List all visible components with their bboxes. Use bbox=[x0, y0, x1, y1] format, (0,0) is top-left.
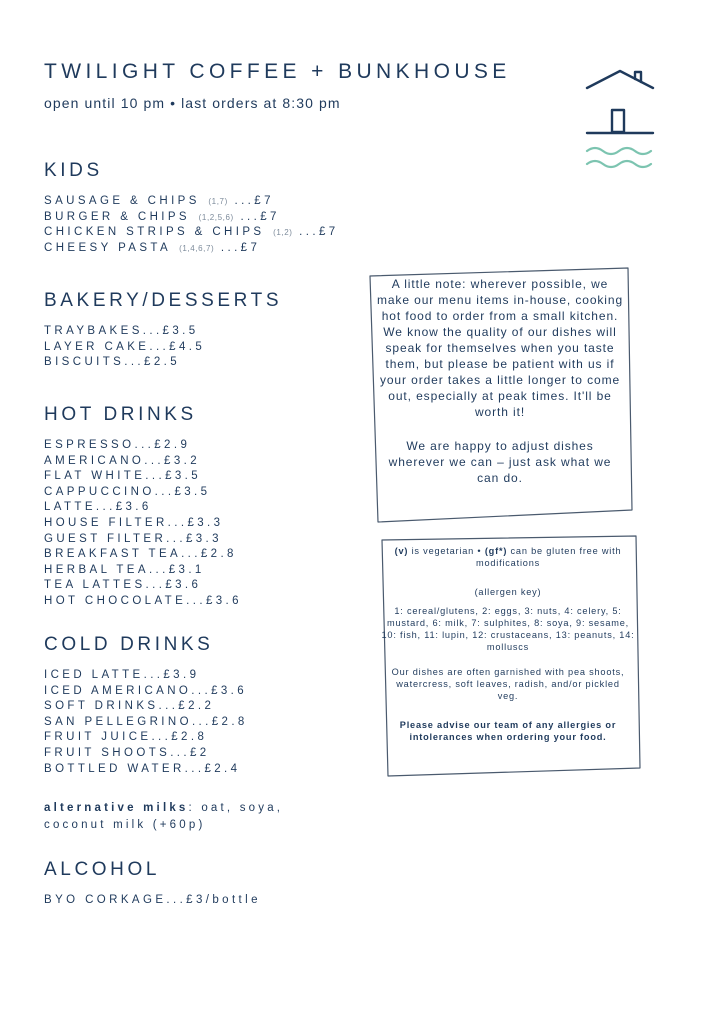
menu-item: BISCUITS...£2.5 bbox=[44, 356, 181, 369]
house-waves-icon bbox=[584, 66, 656, 172]
item-price: ...£7 bbox=[234, 195, 274, 207]
menu-item: HOT CHOCOLATE...£3.6 bbox=[44, 594, 242, 607]
diet-text: can be gluten free with modifications bbox=[475, 546, 622, 568]
menu-item bbox=[44, 210, 339, 226]
kids-heading: KIDS bbox=[44, 160, 103, 181]
hot-drinks-list bbox=[44, 438, 242, 610]
allergen-codes: (1,4,6,7) bbox=[179, 243, 215, 253]
opening-hours: open until 10 pm • last orders at 8:30 pm bbox=[44, 95, 341, 111]
menu-item: GUEST FILTER...£3.3 bbox=[44, 532, 222, 545]
alcohol-heading: ALCOHOL bbox=[44, 859, 161, 880]
note-paragraph: We are happy to adjust dishes wherever we can – just ask what we can do. bbox=[388, 439, 612, 485]
bakery-heading: BAKERY/DESSERTS bbox=[44, 290, 283, 311]
alternative-milks-note bbox=[44, 800, 344, 834]
allergen-codes: (1,7) bbox=[208, 197, 228, 206]
allergen-info-box bbox=[378, 536, 644, 780]
kids-list bbox=[44, 194, 339, 256]
menu-item: TRAYBAKES...£3.5 bbox=[44, 325, 199, 337]
menu-item: SAN PELLEGRINO...£2.8 bbox=[44, 715, 248, 728]
item-name: CHEESY PASTA bbox=[44, 241, 171, 254]
menu-item: BREAKFAST TEA...£2.8 bbox=[44, 548, 237, 561]
menu-item: BYO CORKAGE...£3/bottle bbox=[44, 894, 261, 906]
menu-item bbox=[44, 225, 339, 241]
garnish-note: Our dishes are often garnished with pea shoots, watercress, soft leaves, radish, and/or pickled veg. bbox=[391, 667, 625, 701]
item-name: BURGER & CHIPS bbox=[44, 210, 191, 223]
milks-text: : oat, soya, coconut milk (+60p) bbox=[44, 802, 284, 831]
note-paragraph: A little note: wherever possible, we make our menu items in-house, cooking hot food to order from a small kitchen. We know the quality of our dishes will speak for themselves when you taste them, but please be patient with us if your order takes a little longer to come out, especially at peak times. It'll be worth it! bbox=[376, 277, 624, 419]
menu-item: LATTE...£3.6 bbox=[44, 501, 152, 514]
veg-symbol: (v) bbox=[394, 546, 409, 556]
menu-item: TEA LATTES...£3.6 bbox=[44, 579, 202, 592]
gf-symbol: (gf*) bbox=[484, 546, 508, 556]
menu-item: ICED LATTE...£3.9 bbox=[44, 669, 200, 681]
menu-item bbox=[44, 241, 339, 257]
item-name: SAUSAGE & CHIPS bbox=[44, 195, 200, 207]
hot-drinks-heading: HOT DRINKS bbox=[44, 404, 197, 425]
kids-section bbox=[44, 160, 339, 256]
menu-item bbox=[44, 194, 339, 210]
page-title: TWILIGHT COFFEE + BUNKHOUSE bbox=[44, 60, 511, 83]
allergy-advice: Please advise our team of any allergies or intolerances when ordering your food. bbox=[399, 720, 617, 742]
item-name: CHICKEN STRIPS & CHIPS bbox=[44, 226, 265, 239]
allergen-key-list: 1: cereal/glutens, 2: eggs, 3: nuts, 4: celery, 5: mustard, 6: milk, 7: sulphites, 8: soya, 9: sesame, 10: fish, 11: lupin, 12: crustaceans, 13: peanuts, 14: molluscs bbox=[381, 606, 635, 652]
alcohol-section bbox=[44, 859, 261, 909]
kitchen-note-box bbox=[366, 266, 634, 526]
bakery-section bbox=[44, 290, 282, 371]
menu-item: LAYER CAKE...£4.5 bbox=[44, 340, 206, 353]
menu-item: ESPRESSO...£2.9 bbox=[44, 439, 191, 451]
menu-item: HOUSE FILTER...£3.3 bbox=[44, 516, 224, 529]
cold-drinks-section bbox=[44, 634, 248, 777]
diet-key bbox=[380, 545, 636, 569]
menu-item: ICED AMERICANO...£3.6 bbox=[44, 684, 248, 697]
menu-item: FRUIT JUICE...£2.8 bbox=[44, 731, 208, 744]
item-price: ...£7 bbox=[240, 210, 280, 223]
note-text bbox=[376, 276, 624, 486]
item-price: ...£7 bbox=[220, 241, 261, 254]
alcohol-list bbox=[44, 893, 261, 909]
menu-item: FRUIT SHOOTS...£2 bbox=[44, 746, 210, 759]
allergen-codes: (1,2) bbox=[273, 228, 293, 238]
cold-drinks-list bbox=[44, 668, 248, 777]
menu-item: AMERICANO...£3.2 bbox=[44, 454, 201, 467]
menu-item: HERBAL TEA...£3.1 bbox=[44, 563, 205, 576]
allergen-key-heading: (allergen key) bbox=[474, 587, 542, 597]
menu-item: CAPPUCCINO...£3.5 bbox=[44, 485, 211, 498]
menu-item: SOFT DRINKS...£2.2 bbox=[44, 700, 215, 713]
hot-drinks-section bbox=[44, 404, 242, 610]
menu-item: FLAT WHITE...£3.5 bbox=[44, 470, 202, 483]
item-price: ...£7 bbox=[299, 226, 339, 239]
bakery-list bbox=[44, 324, 282, 371]
allergen-codes: (1,2,5,6) bbox=[198, 212, 234, 222]
diet-text: is vegetarian • bbox=[408, 546, 485, 556]
milks-label: alternative milks bbox=[44, 802, 189, 814]
allergen-text bbox=[380, 545, 636, 743]
cold-drinks-heading: COLD DRINKS bbox=[44, 634, 214, 655]
menu-item: BOTTLED WATER...£2.4 bbox=[44, 762, 241, 775]
